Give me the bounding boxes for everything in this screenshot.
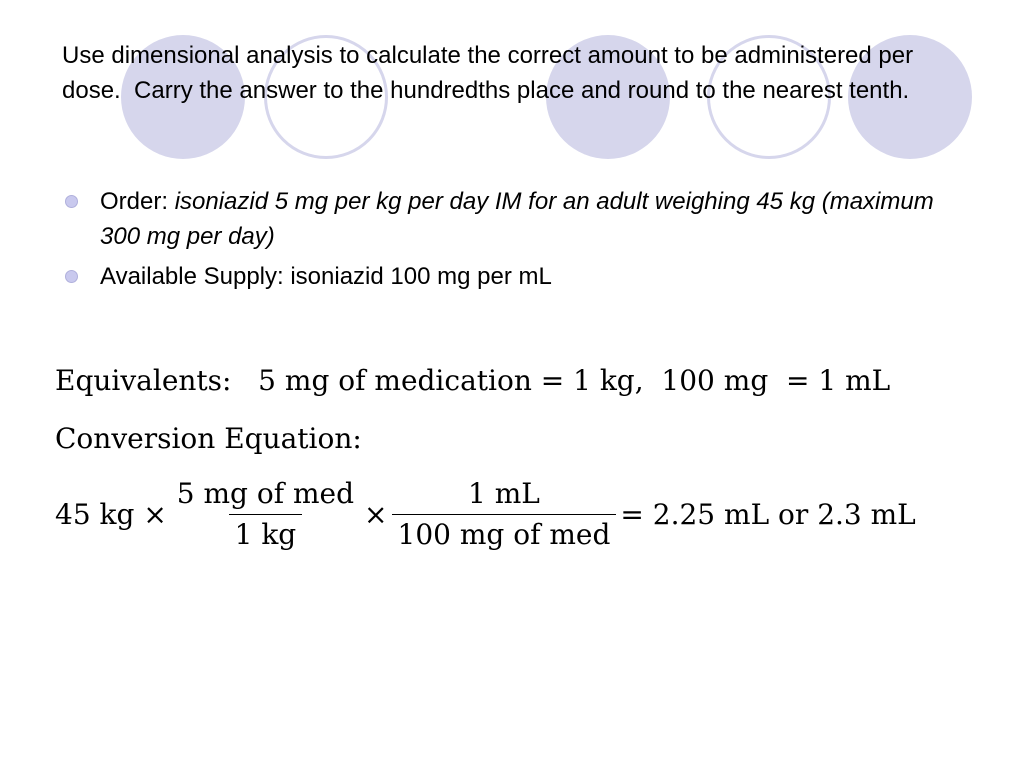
fraction-denominator: 1 kg: [229, 514, 303, 551]
conversion-equation: [55, 478, 916, 551]
fraction-denominator: 100 mg of med: [392, 514, 617, 551]
fraction-numerator: 5 mg of med: [176, 477, 355, 510]
slide-title: Use dimensional analysis to calculate the correct amount to be administered per dose. Carry the answer to the hundredths place and round to the nearest tenth.: [62, 42, 920, 104]
bullet-item-supply: [62, 259, 962, 294]
bullet-icon: [65, 270, 78, 283]
order-label: Order:: [100, 188, 175, 215]
bullet-icon: [65, 195, 78, 208]
fraction-ml-per-mg: [392, 478, 617, 551]
bullet-item-order: [62, 184, 962, 254]
equivalents-line: Equivalents: 5 mg of medication = 1 kg, 100 mg = 1 mL: [55, 364, 891, 397]
equation-result: = 2.25 mL or 2.3 mL: [620, 498, 916, 531]
equation-lhs: 45 kg ×: [55, 498, 167, 531]
fraction-med-per-kg: [171, 478, 360, 551]
fraction-numerator: 1 mL: [468, 477, 540, 510]
bullet-list: [62, 184, 962, 299]
order-detail: isoniazid 5 mg per kg per day IM for an adult weighing 45 kg (maximum 300 mg per day): [100, 188, 934, 250]
supply-label: Available Supply: isoniazid 100 mg per mL: [100, 263, 552, 290]
conversion-label: Conversion Equation:: [55, 422, 362, 455]
times-operator: ×: [364, 498, 388, 531]
